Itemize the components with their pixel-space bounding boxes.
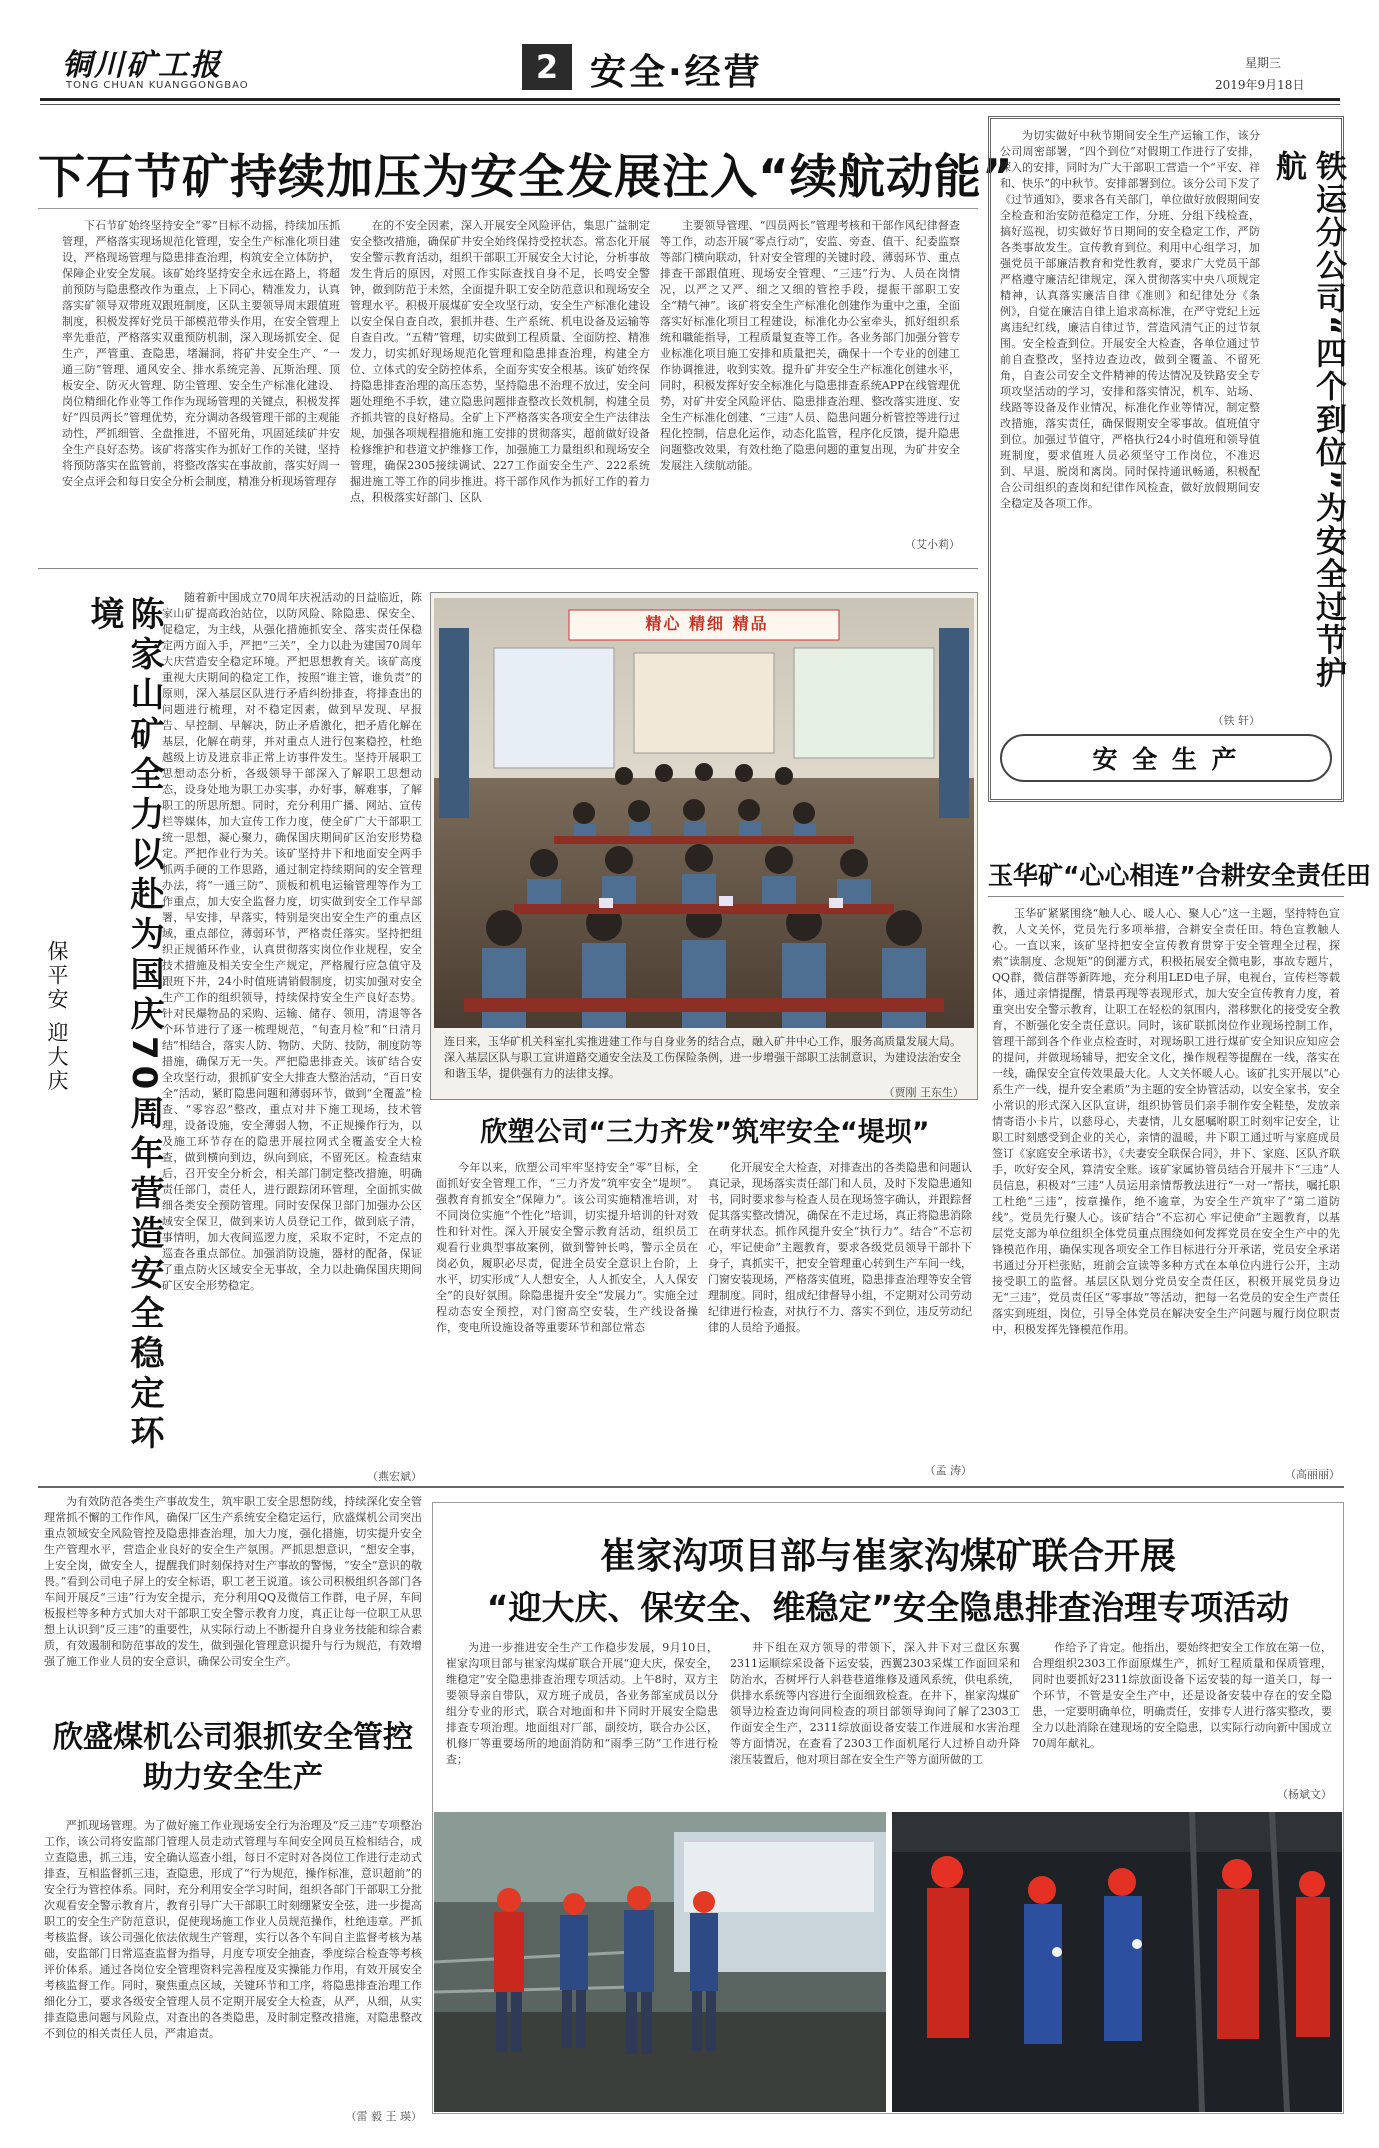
- lower-section-rule: [38, 1486, 1344, 1488]
- article7-col1: 为进一步推进安全生产工作稳步发展，9月10日，崔家沟项目部与崔家沟煤矿联合开展“迎大庆，保安全，维稳定”安全隐患排查治理专项活动。上午8时，双方主要领导亲自带队，双方班子成员，各业务部室成员以分组分专业的形式，联合对地面和井下同时开展安全隐患排查专项治理。地面组对厂部，副绞坊，联合办公区，机修厂等重要场所的地面消防和“雨季三防”工作进行检查；: [446, 1641, 718, 1766]
- photo1-image: [434, 598, 974, 1028]
- article3-authors: 保平安 迎大庆: [45, 940, 69, 1094]
- article7-col3: 作给予了肯定。他指出，要始终把安全工作放在第一位，合理组织2303工作面原煤生产，抓好工程质量和保质管理，同时也要抓好2311综放面设备下运安装的每一道关口，每一个环节，不管是安全生产中，还是设备安装中存在的安全隐患，一定要明确单位，明确责任，安排专人进行落实整改，要全力以赴消除在建现场的安全隐患，以实际行动向新中国成立70周年献礼。: [1032, 1641, 1332, 1750]
- photo3-image: [892, 1812, 1342, 2112]
- article1-title: 下石节矿持续加压为安全发展注入“续航动能”: [38, 150, 1014, 205]
- section-label-banner: [1000, 734, 1332, 782]
- article4-byline: （孟 涛）: [924, 1464, 972, 1477]
- article6-title-line1: [44, 1718, 422, 1798]
- photo1-credit: （贾刚 王东生）: [883, 1086, 964, 1099]
- weekday: 星期三: [1245, 56, 1282, 70]
- mine-inspection-photo-right: [892, 1812, 1342, 2112]
- article5-text: 玉华矿紧紧围绕“触人心、暖人心、聚人心”这一主题，坚持特色宣教，人文关怀，党员先行多项举措，合耕安全责任田。特色宣教触人心。一直以来，该矿坚持把安全宣传教育贯穿于安全管理全过程，探索“读制度、念规矩”的倒灌方式，积极拓展安全微电影，事故专题片，QQ群，微信群等新阵地，充分利用LED电子屏，电视台，宣传栏等载体，通过亲情提醒，情景再现等表现形式，加大安全宣传教育力度，着重突出安全警示教育，让职工在轻松的氛围内，潜移默化的接受安全教育，不断强化安全责任意识。同时，该矿联抓岗位作业现场控制工作，管理干部到各个作业点检查时，对现场职工进行煤矿安全知识应知应会的提问，并做现场辅导，把安全文化，操作规程等提醒在一线，落实在一线，确保安全宣传效果最大化。人文关怀暖人心。该矿扎实开展以“心系生产一线，提升安全素质”为主题的安全协管活动，以安全家书，安全小常识的形式深入区队宣讲，组织协管员们亲手制作安全鞋垫，发放亲情寄语小卡片，以慈母心，夫妻情，儿女愿嘱咐职工时刻牢记安全，让职工时刻感受到企业的关心，亲情的温暖，井下职工通过听与家庭成员签订《家庭安全承诺书》，《夫妻安全联保合同》，井下、家庭、区队齐联手，吹好安全风，算清安全账。该矿家属协管员结合开展井下“三违”人员信息，积极对“三违”人员运用亲情帮教法进行“一对一”帮扶，嘱托职工杜绝“三违”，按章操作，绝不逾章，为安全生产筑牢了“第二道防线”。党员先行聚人心。该矿结合“不忘初心 牢记使命”主题教育，以基层党支部为单位组织全体党员重点围绕如何发挥党员在安全生产中的先锋模范作用，确保实现各项安全工作目标进行分开承诺，党员安全承诺书通过分开栏张贴，班前会宣读等多种方式在本单位内进行公开，主动接受职工的监督。基层区队划分党员安全责任区，积极开展党员身边无“三违”，党员责任区“零事故”等活动，把每一名党员的安全生产责任落实到班组，岗位，引导全体党员在解决安全生产问题与履行岗位职责中，积极发挥先锋模范作用。: [992, 907, 1340, 1336]
- article3-byline: （燕宏斌）: [367, 1470, 422, 1483]
- photo2-image: [434, 1812, 886, 2112]
- masthead-rule-thin: [40, 104, 1340, 105]
- article1-bottom-rule: [38, 568, 978, 569]
- article2-text: 为切实做好中秋节期间安全生产运输工作，该分公司周密部署，“四个到位”对假期工作进行了安排，深入的安排，同时为广大干部职工营造一个“平安、祥和、快乐”的中秋节。安排部署到位。该分公司下发了《过节通知》，要求各有关部门，单位做好放假期间安全检查和治安防范稳定工作，分班、分组下线检查，搞好巡视，切实做好节日期间的安全稳定工作，严防各类事故发生。宣传教育到位。利用中心组学习，加强党员干部廉洁教育和党性教育，要求广大党员干部严格遵守廉洁纪律规定，深入贯彻落实中央八项规定精神，认真落实廉洁自律《准则》和纪律处分《条例》，自觉在廉洁自律上追求高标准，在严守党纪上远离违纪红线，廉洁自律过节，营造风清气正的过节氛围。安全检查到位。开展安全大检查，各单位通过节前自查整改，坚持边查边改，做到全覆盖、不留死角，自查公司安全文件精神的传达情况及铁路安全专项攻坚活动的学习，安排和落实情况，机车、站场、线路等设备及作业情况，标准化作业等情况，制定整改措施，落实责任，确保假期安全零事故。值班值守到位。加强过节值守，严格执行24小时值班和领导值班制度，要求值班人员必须坚守工作岗位，不准迟到、早退、脱岗和离岗。同时保持通讯畅通，积极配合公司组织的查岗和纪律作风检查，做好放假期间安全稳定及各项工作。: [1000, 129, 1260, 510]
- article1-rule: [38, 208, 978, 209]
- article2-byline: （铁 轩）: [1212, 714, 1260, 727]
- article6-title: 欣盛煤机公司狠抓安全管控助力安全生产: [53, 1720, 413, 1795]
- article4-col1: 今年以来，欣塑公司牢牢坚持安全“零”目标，全面抓好安全管理工作，“三力齐发”筑牢安全“堤坝”。强教育育抓安全“保障力”。该公司实施精准培训，对不同岗位实施“个性化”培训，切实提升培训的针对效性和针对性。深入开展安全警示教育活动，组织员工观看行业典型事故案例，做到警钟长鸣，警示全员在岗必负，履职必尽责，促进全员安全意识上台阶，上水平，切实形成“人人想安全，人人抓安全，人人保安全”的良好氛围。除隐患提升安全“发展力”。实施全过程动态安全预控，对门窗高空安装，生产线设备操作，变电所设施设备等重要环节和部位常态: [436, 1161, 698, 1334]
- article4-col2: 化开展安全大检查，对排查出的各类隐患和问题认真记录，现场落实责任部门和人员，及时下发隐患通知书，同时要求参与检查人员在现场签字确认，并跟踪督促其落实整改情况，确保在不走过场，真正将隐患消除在萌芽状态。抓作风提升安全“执行力”。结合“不忘初心，牢记使命”主题教育，要求各级党员领导干部扑下身子，真抓实干，把安全管理重心转到生产车间一线，门窗安装现场，严格落实值班，隐患排查治理等安全管理制度。同时，组成纪律督导小组，不定期对公司劳动纪律进行检查，对执行不力、落实不到位，违反劳动纪律的人员给予通报。: [708, 1161, 972, 1334]
- article3-text: 随着新中国成立70周年庆祝活动的日益临近，陈家山矿提高政治站位，以防风险、除隐患、保安全、促稳定，为主线，从强化措施抓安全、落实责任保稳定两方面入手，严把“三关”，全力以赴为建国70周年大庆营造安全稳定环境。严把思想教育关。该矿高度重视大庆期间的稳定工作，按照“谁主管，谁负责”的原则，深入基层区队进行矛盾纠纷排查，将排查出的问题进行梳理，对不稳定因素，做到早发现、早报告、早控制、早解决，防止矛盾激化，把矛盾化解在基层，化解在萌芽，并对重点人进行包案稳控，杜绝越级上访及进京非正常上访事件发生。坚持开展职工思想动态分析，各级领导干部深入了解职工思想动态，设身处地为职工办实事，办好事，解难事，了解职工的所思所想。同时，充分利用广播、网站、宣传栏等媒体，加大宣传工作力度，使全矿广大干部职工统一思想，凝心聚力，确保国庆期间矿区治安形势稳定。严把作业行为关。该矿坚持井下和地面安全两手抓两手硬的工作思路，通过制定持续期间的安全管理办法，将“一通三防”、顶板和机电运输管理等作为工作重点，加大安全监督力度，切实做到安全工作早部署，早安排，早落实，特别是突出安全生产的重点区域，重点部位，薄弱环节，严格责任落实。坚持把组织正规循环作业，认真贯彻落实岗位作业规程，安全技术措施及相关安全生产规定，严格履行应急值守及跟班下井，24小时值班请销假制度，切实加强对安全生产工作的组织领导，持续保持安全生产良好态势。针对民爆物品的采购、运输、储存、领用，清退等各个环节进行了逐一梳理规范，“旬查月检”和“日清月结”相结合，落实人防、物防、犬防、技防，制度防等措施，确保万无一失。严把隐患排查关。该矿结合安全攻坚行动，狠抓矿安全大排查大整治活动，“百日安全”活动，紧盯隐患问题和薄弱环节，做到“全覆盖”检查、“零容忍”整改，重点对井下施工现场，技术管理，设备设施，安全薄弱人物，不正规操作行为，以及施工环节存在的隐患开展拉网式全覆盖安全大检查，做到横向到边，纵向到底，不留死区。检查结束后，召开安全分析会，相关部门制定整改措施，明确责任部门，责任人，进行跟踪闭环管理，全面抓实做细各类安全预防管理。同时安保保卫部门加强办公区域安全保卫，做到来访人员登记工作，做到底子清，事情明，加大夜间巡逻力度，采取不定时，不定点的巡查各重点部位。加强消防设施，器材的配备，保证了重点防火区域安全无事故，全力以赴确保国庆期间矿区安全形势稳定。: [162, 591, 422, 1292]
- article6-lead: 为有效防范各类生产事故发生，筑牢职工安全思想防线，持续深化安全管理常抓不懈的工作作风，确保厂区生产系统安全稳定运行，欣盛煤机公司突出重点领域安全风险管控及隐患排查治理，加大力度，强化措施，切实提升安全生产管理水平，营造企业良好的安全生产氛围。严抓思想意识，“想安全事，上安全岗，做安全人，提醒我们时刻保持对生产事故的警惕，“安全”意识的敬畏。”看到公司电子屏上的安全标语，职工老王说道。该公司积极组织各部门各车间开展反“三违”行为安全提示，充分利用QQ及微信工作群，电子屏，车间板报栏等多种方式加大对干部职工安全警示教育力度，真正让每一位职工从思想上认识到“反三违”的重要性，从实际行动上不断提升自身业务技能和综合素质，有效遏制和防范事故的发生，做到强化管理意识提升与行为规范，有效增强了施工作业人员的安全意识，确保公司安全生产。: [44, 1495, 422, 1668]
- photo1-banner-text: 精心 精细 精品: [645, 614, 769, 633]
- masthead-title: 铜川矿工报: [62, 48, 222, 83]
- article3-title: 陈家山矿全力以赴为国庆70周年营造安全稳定环境: [84, 596, 164, 1456]
- photo1-caption: 连日来，玉华矿机关科室扎实推进建工作与自身业务的结合点，融入矿井中心工作，服务高质量发展大局。深入基层区队与职工宣讲道路交通安全法及工伤保险条例，进一步增强干部职工法制意识，为建设法治安全和谐玉华，提供强有力的法律支撑。: [444, 1035, 961, 1080]
- section-label: 安 全 生 产: [1092, 745, 1240, 774]
- masthead-pinyin: TONG CHUAN KUANGGONGBAO: [66, 80, 249, 91]
- article6-body: 严抓现场管理。为了做好施工作业现场安全行为治理及“反三违”专项整治工作，该公司将安监部门管理人员走动式管理与车间安全网员互检相结合，成立查隐患，抓三违，安全确认巡查小组，每日不定时对各岗位工作进行走动式排查，互相监督抓三违，查隐患，形成了“行为规范，操作标准，意识超前”的安全行为管控体系。同时，充分利用安全学习时间，组织各部门干部职工分批次观看安全警示教育片，教育引导广大干部职工时刻绷紧安全弦，进一步提高职工的安全生产防范意识，促使现场施工作业人员规范操作，杜绝违章。严抓考核监督。该公司强化依法依规生产管理，实行以各个车间自主监督考核为基础，安监部门日常巡查监督为指导，月度专项安全抽查，季度综合检查等考核评价体系。通过各岗位安全管理资料完善程度及实操能力作用，有效开展安全考核监督工作。同时，聚焦重点区域，关键环节和工序，将隐患排查治理工作细化分工，要求各级安全管理人员不定期开展安全大检查，从严，从细，从实排查隐患问题与风险点，对查出的各类隐患，及时制定整改措施，对隐患整改不到位的相关责任人员，严肃追责。: [44, 1819, 422, 2040]
- article7-title-line1: 崔家沟项目部与崔家沟煤矿联合开展: [599, 1536, 1176, 1577]
- article1-col2: 在的不安全因素，深入开展安全风险评估，集思广益制定安全整改措施，确保矿井安全始终保持受控状态。常态化开展安全警示教育活动，组织干部职工开展安全大讨论，分析事故发生背后的原因，对照工作实际查找自身不足，长鸣安全警钟，做到防范于未然，全面提升职工安全防范意识和现场安全管理水平。积极开展煤矿安全攻坚行动，安全生产标准化建设以安全保自查自改，狠抓井巷、生产系统、机电设备及运输等自查自改。“五精”管理，切实做到工程质量、全面防控、精准发力，切实抓好现场规范化管理和隐患排查治理，构建全方位、立体式的安全防控体系，全面夯实安全根基。该矿始终保持隐患排查治理的高压态势，坚持隐患不治理不放过，安全问题处理绝不手软，建立隐患问题排查整改长效机制，构建全员齐抓共管的良好格局。全矿上下严格落实各项安全生产法律法规，加强各项规程措施和施工安排的贯彻落实，超前做好设备检修维护和巷道文护维修工作，加强施工力量组织和现场安全管理，确保2305接续调试、227工作面安全生产、222系统掘进施工等工作的同步推进。将干部作风作为抓好工作的着力点，积极落实好部门、区队: [350, 219, 650, 504]
- article4-title: 欣塑公司“三力齐发”筑牢安全“堤坝”: [480, 1117, 930, 1148]
- article5-rule: [988, 896, 1344, 897]
- article1-col3: 主要领导管理、“四员两长”管理考核和干部作风纪律督查等工作，动态开展“零点行动”，安监、旁查、值干、纪委监察等部门横向联动，针对安全管理的关键时段、薄弱环节、重点排查干部跟值班、现场安全管理、“三违”行为、人员在岗情况，以严之又严、细之又细的管控手段，提振干部职工安全“精气神”。该矿将安全生产标准化创建作为重中之重，全面落实好标准化项目工程建设，标准化办公室牵头，抓好组织系统和職能指导，工程质量复查等工作。各业务部门加强分管专业标准化项目施工安排和质量把关，确保十一个专业的创建工作协调推进，收到实效。提升矿井安全生产标准化创建水平，同时，积极发挥好安全标准化与隐患排查系统APP在线管理优势，对矿井安全风险评估、隐患排查治理、整改落实进度、安全生产标准化创建、“三违”人员、隐患问题分析管控等进行过程化控制，信息化运作，动态化监管，程序化反馈，提升隐患问题整改效果，有效杜绝了隐患问题的重复出现，为矿井安全发展注入续航动能。: [660, 219, 960, 472]
- article5-byline: （高丽丽）: [1285, 1468, 1340, 1481]
- section-title: 安全·经营: [590, 52, 763, 93]
- article1-col1: 下石节矿始终坚持安全“零”目标不动摇，持续加压抓管理，严格落实现场规范化管理，安全生产标准化项目建设，严格现场管理与隐患排查治理，构筑安全立体防护，保障企业安全发展。该矿始终坚持安全永远在路上，将超前预防与隐患整改作为重点，上下同心，精准发力，认真落实矿领导双带班双跟班制度，区队主要领导周末跟值班制度，积极发挥好党员干部模范带头作用，在安全管理上率先垂范，严格落实双重预防机制，深入现场抓安全、促生产，严管重、查隐患，堵漏洞，将矿井安全生产、“一通三防”管理、通风安全、排水系统完善、瓦斯治理、顶板安全、防灭火管理、防尘管理、安全生产标准化建设、岗位精细化作业等工作作为现场管理的关键点，积极发挥好“四员两长”管理优势，充分调动各级管理干部的主观能动性，严抓细管、全盘推进，不留死角，巩固延续矿井安全生产良好态势。该矿将落实作为抓好工作的关键，坚持将预防落实在监管前，将整改落实在事故前，落实好周一安全点评会和每日安全分析会制度，精准分析现场管理存: [62, 219, 340, 488]
- article7-col2: 井下组在双方领导的带领下，深入井下对三盘区东翼2311运顺综采设备下运安装，西翼2303采煤工作面回采和防治水，否树坪行人斜巷巷道维修及通风系统，供电系统，供排水系统等内容进行全面细致检查。在井下，崔家沟煤矿领导边检查边询问同检查的项目部领导询问了解了2303工作面安全生产，2311综放面设备安装工作进展和水害治理等方面情况，在查看了2303工作面机尾行人过桥自动升降滚压装置后，他对项目部在安全生产等方面所做的工: [730, 1641, 1020, 1766]
- article1-byline: （艾小莉）: [905, 538, 960, 551]
- page-number: 2: [535, 48, 559, 86]
- masthead-rule: [40, 98, 1340, 101]
- article7-title-line2: “迎大庆、保安全、维稳定”安全隐患排查治理专项活动: [486, 1588, 1290, 1627]
- article6-byline: （雷 毅 王 瑛）: [345, 2110, 422, 2123]
- article2-title: 铁运分公司“四个到位”为安全过节护航: [1270, 150, 1346, 690]
- article7-byline: （杨斌文）: [1277, 1788, 1332, 1801]
- meeting-room-photo: [434, 598, 974, 1028]
- mine-inspection-photo-left: [434, 1812, 886, 2112]
- page-number-box: [522, 44, 572, 90]
- date: 2019年9月18日: [1215, 78, 1305, 92]
- article5-title: 玉华矿“心心相连”合耕安全责任田: [988, 861, 1371, 890]
